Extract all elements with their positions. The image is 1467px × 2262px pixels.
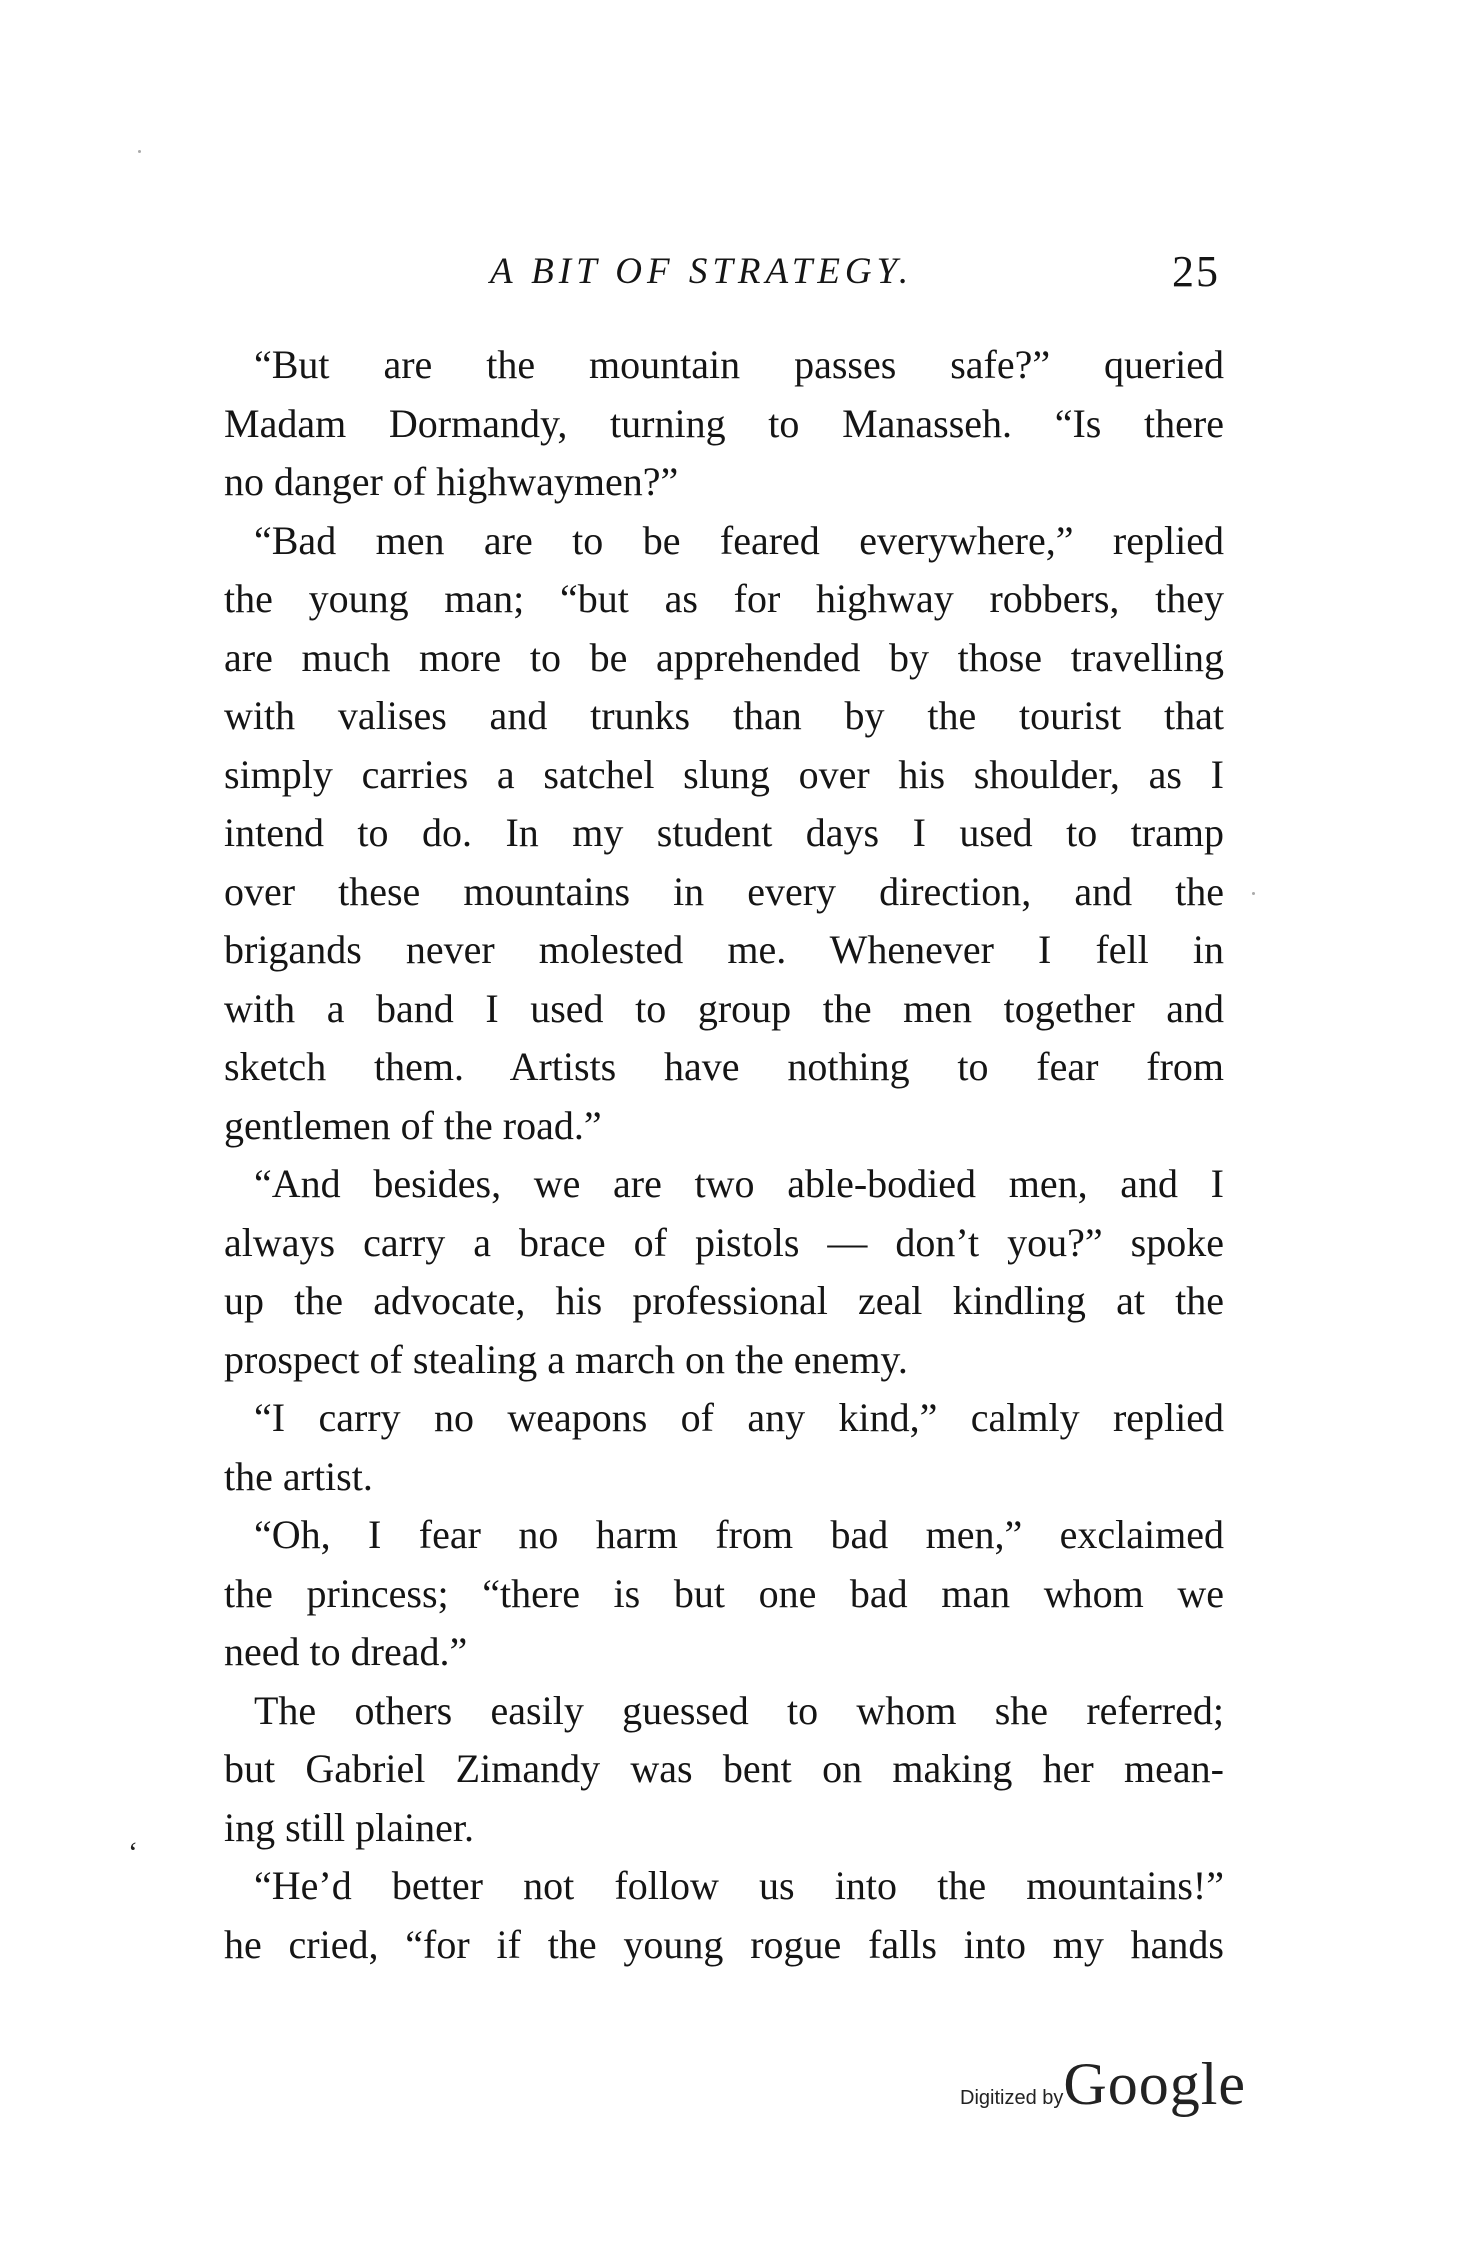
text-line: he cried, “for if the young rogue falls into my hands (224, 1921, 1224, 1967)
paragraph (224, 1155, 1224, 1389)
text-line: “Bad men are to be feared everywhere,” replied (254, 517, 1224, 563)
text-line: with a band I used to group the men together and (224, 985, 1224, 1031)
google-logo: Google (1063, 2051, 1247, 2117)
page-header (490, 247, 1220, 310)
text-line: no danger of highwaymen?” (224, 459, 679, 504)
text-line: with valises and trunks than by the tourist that (224, 693, 1224, 738)
digitized-label: Digitized by (960, 2087, 1064, 2109)
scan-speck (1252, 892, 1255, 895)
text-line: the young man; “but as for highway robbers, they (224, 576, 1224, 621)
paragraph (224, 1506, 1224, 1682)
text-line: the princess; “there is but one bad man whom we (224, 1570, 1224, 1616)
text-line: but Gabriel Zimandy was bent on making her mean- (224, 1746, 1224, 1791)
text-line: brigands never molested me. Whenever I fell in (224, 927, 1224, 972)
scan-mark: ʻ (128, 1836, 138, 1869)
text-line: The others easily guessed to whom she referred; (254, 1687, 1224, 1733)
text-line: over these mountains in every direction, and the (224, 868, 1224, 914)
text-line: prospect of stealing a march on the enemy. (224, 1336, 908, 1382)
digitized-by-watermark (960, 2050, 1246, 2120)
paragraph (224, 1389, 1224, 1506)
paragraph (224, 336, 1224, 512)
text-line: “I carry no weapons of any kind,” calmly replied (254, 1395, 1224, 1440)
text-line: are much more to be apprehended by those travelling (224, 634, 1224, 680)
text-line: gentlemen of the road.” (224, 1102, 602, 1148)
paragraph (224, 1682, 1224, 1858)
text-line: the artist. (224, 1453, 373, 1499)
text-line: ing still plainer. (224, 1804, 474, 1850)
paragraph (224, 512, 1224, 1156)
text-line: “He’d better not follow us into the mountains!” (254, 1863, 1224, 1908)
running-title: A BIT OF STRATEGY. (490, 251, 914, 292)
text-line: Madam Dormandy, turning to Manasseh. “Is there (224, 400, 1224, 446)
text-line: up the advocate, his professional zeal kindling at the (224, 1278, 1224, 1323)
text-line: sketch them. Artists have nothing to fear from (224, 1044, 1224, 1089)
text-line: intend to do. In my student days I used to tramp (224, 810, 1224, 855)
text-line: “Oh, I fear no harm from bad men,” exclaimed (254, 1512, 1224, 1557)
body-text (224, 336, 1224, 1974)
scan-speck (138, 150, 141, 153)
paragraph (224, 1857, 1224, 1974)
text-line: “But are the mountain passes safe?” queried (254, 342, 1224, 387)
text-line: simply carries a satchel slung over his shoulder, as I (224, 751, 1224, 797)
text-line: always carry a brace of pistols — don’t you?” spoke (224, 1219, 1224, 1265)
page-number: 25 (1172, 247, 1220, 296)
text-line: “And besides, we are two able-bodied men, and I (254, 1161, 1224, 1206)
text-line: need to dread.” (224, 1629, 468, 1674)
